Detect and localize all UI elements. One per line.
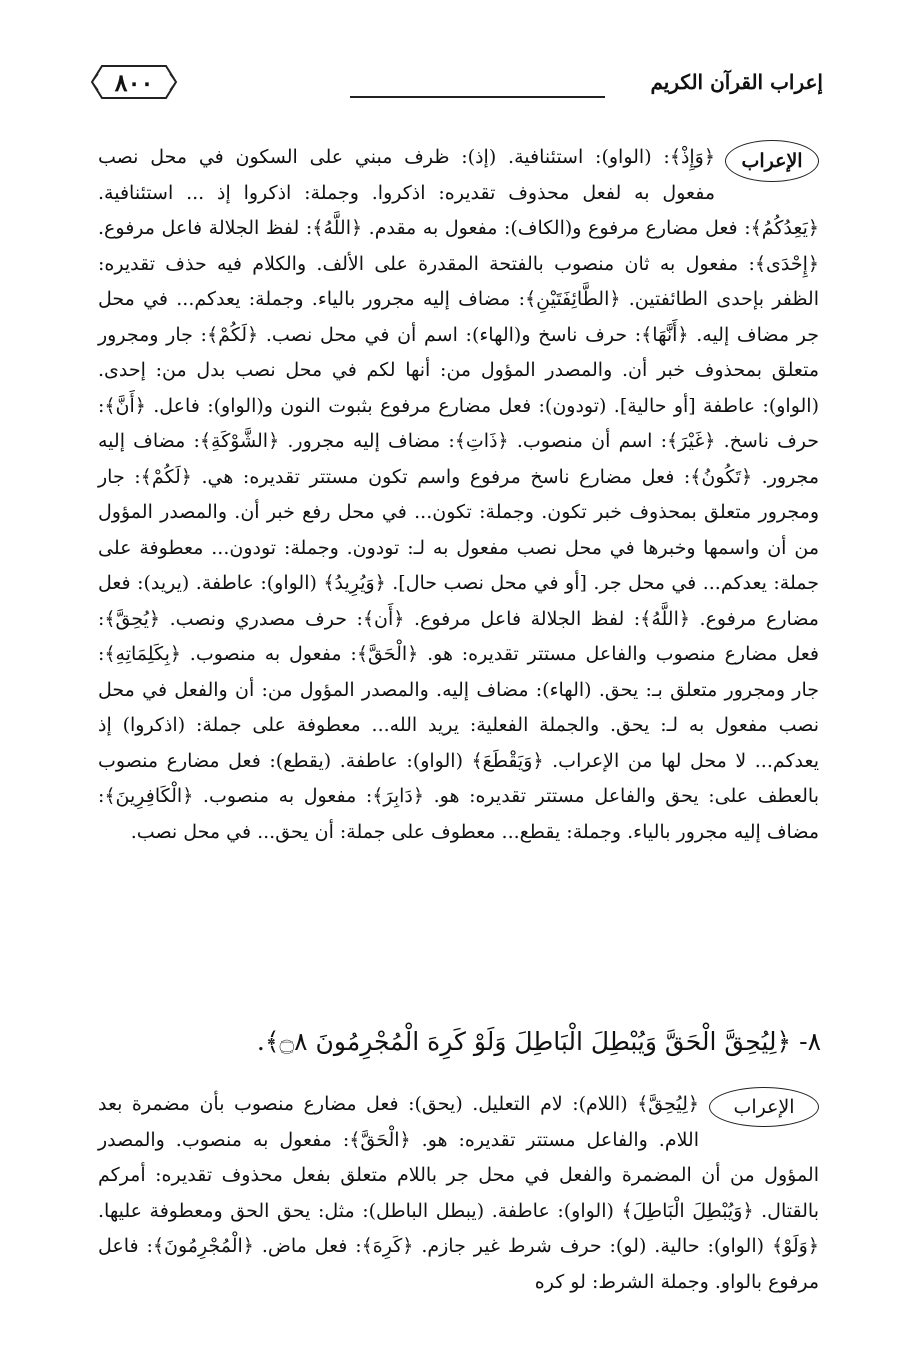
- page-number-frame: [88, 60, 180, 104]
- irab-text: ﴿لِيُحِقَّ﴾ (اللام): لام التعليل. (يحق): فعل مضارع منصوب بأن مضمرة بعد اللام. والفاعل مستتر تقديره: هو. ﴿الْحَقَّ﴾: مفعول به منصوب. والمصدر المؤول من أن المضمرة والفعل في محل جر باللام متعلق بفعل محذوف تقديره: أمركم بالقتال. ﴿وَيُبْطِلَ الْبَاطِلَ﴾ (الواو): عاطفة. (يبطل الباطل): مثل: يحق الحق ومعطوفة عليها. ﴿وَلَوْ﴾ (الواو): حالية. (لو): حرف شرط غير جازم. ﴿كَرِهَ﴾: فعل ماض. ﴿الْمُجْرِمُونَ﴾: فاعل مرفوع بالواو. وجملة الشرط: لو كره: [98, 1093, 819, 1293]
- irab-section-1: [98, 140, 819, 850]
- quran-verse: ٨- ﴿لِيُحِقَّ الْحَقَّ وَيُبْطِلَ الْبَاطِلَ وَلَوْ كَرِهَ الْمُجْرِمُونَ ۝٨﴾.: [256, 1027, 821, 1056]
- book-title: إعراب القرآن الكريم: [650, 70, 823, 94]
- page-header: [88, 56, 823, 126]
- header-rule: [350, 96, 605, 98]
- page-number: ٨٠٠: [114, 67, 154, 97]
- irab-badge: الإعراب: [725, 140, 819, 182]
- irab-section-2: [98, 1087, 819, 1300]
- irab-text: ﴿وَإِذْ﴾: (الواو): استئنافية. (إذ): ظرف مبني على السكون في محل نصب مفعول به لفعل محذوف تقديره: اذكروا. وجملة: اذكروا إذ ... استئنافية. ﴿يَعِدُكُمُ﴾: فعل مضارع مرفوع و(الكاف): مفعول به مقدم. ﴿اللَّهُ﴾: لفظ الجلالة فاعل مرفوع. ﴿إِحْدَى﴾: مفعول به ثان منصوب بالفتحة المقدرة على الألف. والكلام فيه حذف تقديره: الظفر بإحدى الطائفتين. ﴿الطَّائِفَتَيْنِ﴾: مضاف إليه مجرور بالياء. وجملة: يعدكم... في محل جر مضاف إليه. ﴿أَنَّهَا﴾: حرف ناسخ و(الهاء): اسم أن في محل نصب. ﴿لَكُمْ﴾: جار ومجرور متعلق بمحذوف خبر أن. والمصدر المؤول من: أنها لكم في محل نصب بدل من: إحدى. (الواو): عاطفة [أو حالية]. (تودون): فعل مضارع مرفوع بثبوت النون و(الواو): فاعل. ﴿أَنَّ﴾: حرف ناسخ. ﴿غَيْرَ﴾: اسم أن منصوب. ﴿ذَاتِ﴾: مضاف إليه مجرور. ﴿الشَّوْكَةِ﴾: مضاف إليه مجرور. ﴿تَكُونُ﴾: فعل مضارع ناسخ مرفوع واسم تكون مستتر تقديره: هي. ﴿لَكُمْ﴾: جار ومجرور متعلق بمحذوف خبر تكون. وجملة: تكون... في محل رفع خبر أن. والمصدر المؤول من أن واسمها وخبرها في محل نصب مفعول به لـ: تودون. وجملة: تودون... معطوفة على جملة: يعدكم... في محل جر. [أو في محل نصب حال]. ﴿وَيُرِيدُ﴾ (الواو): عاطفة. (يريد): فعل مضارع مرفوع. ﴿اللَّهُ﴾: لفظ الجلالة فاعل مرفوع. ﴿أَن﴾: حرف مصدري ونصب. ﴿يُحِقَّ﴾: فعل مضارع منصوب والفاعل مستتر تقديره: هو. ﴿الْحَقَّ﴾: مفعول به منصوب. ﴿بِكَلِمَاتِهِ﴾: جار ومجرور متعلق بـ: يحق. (الهاء): مضاف إليه. والمصدر المؤول من: أن والفعل في محل نصب مفعول به لـ: يحق. والجملة الفعلية: يريد الله... معطوفة على جملة: (اذكروا) إذ يعدكم... لا محل لها من الإعراب. ﴿وَيَقْطَعَ﴾ (الواو): عاطفة. (يقطع): فعل مضارع منصوب بالعطف على: يحق والفاعل مستتر تقديره: هو. ﴿دَابِرَ﴾: مفعول به منصوب. ﴿الْكَافِرِينَ﴾: مضاف إليه مجرور بالياء. وجملة: يقطع... معطوف على جملة: أن يحق... في محل نصب.: [98, 146, 819, 843]
- irab-badge: الإعراب: [709, 1087, 819, 1127]
